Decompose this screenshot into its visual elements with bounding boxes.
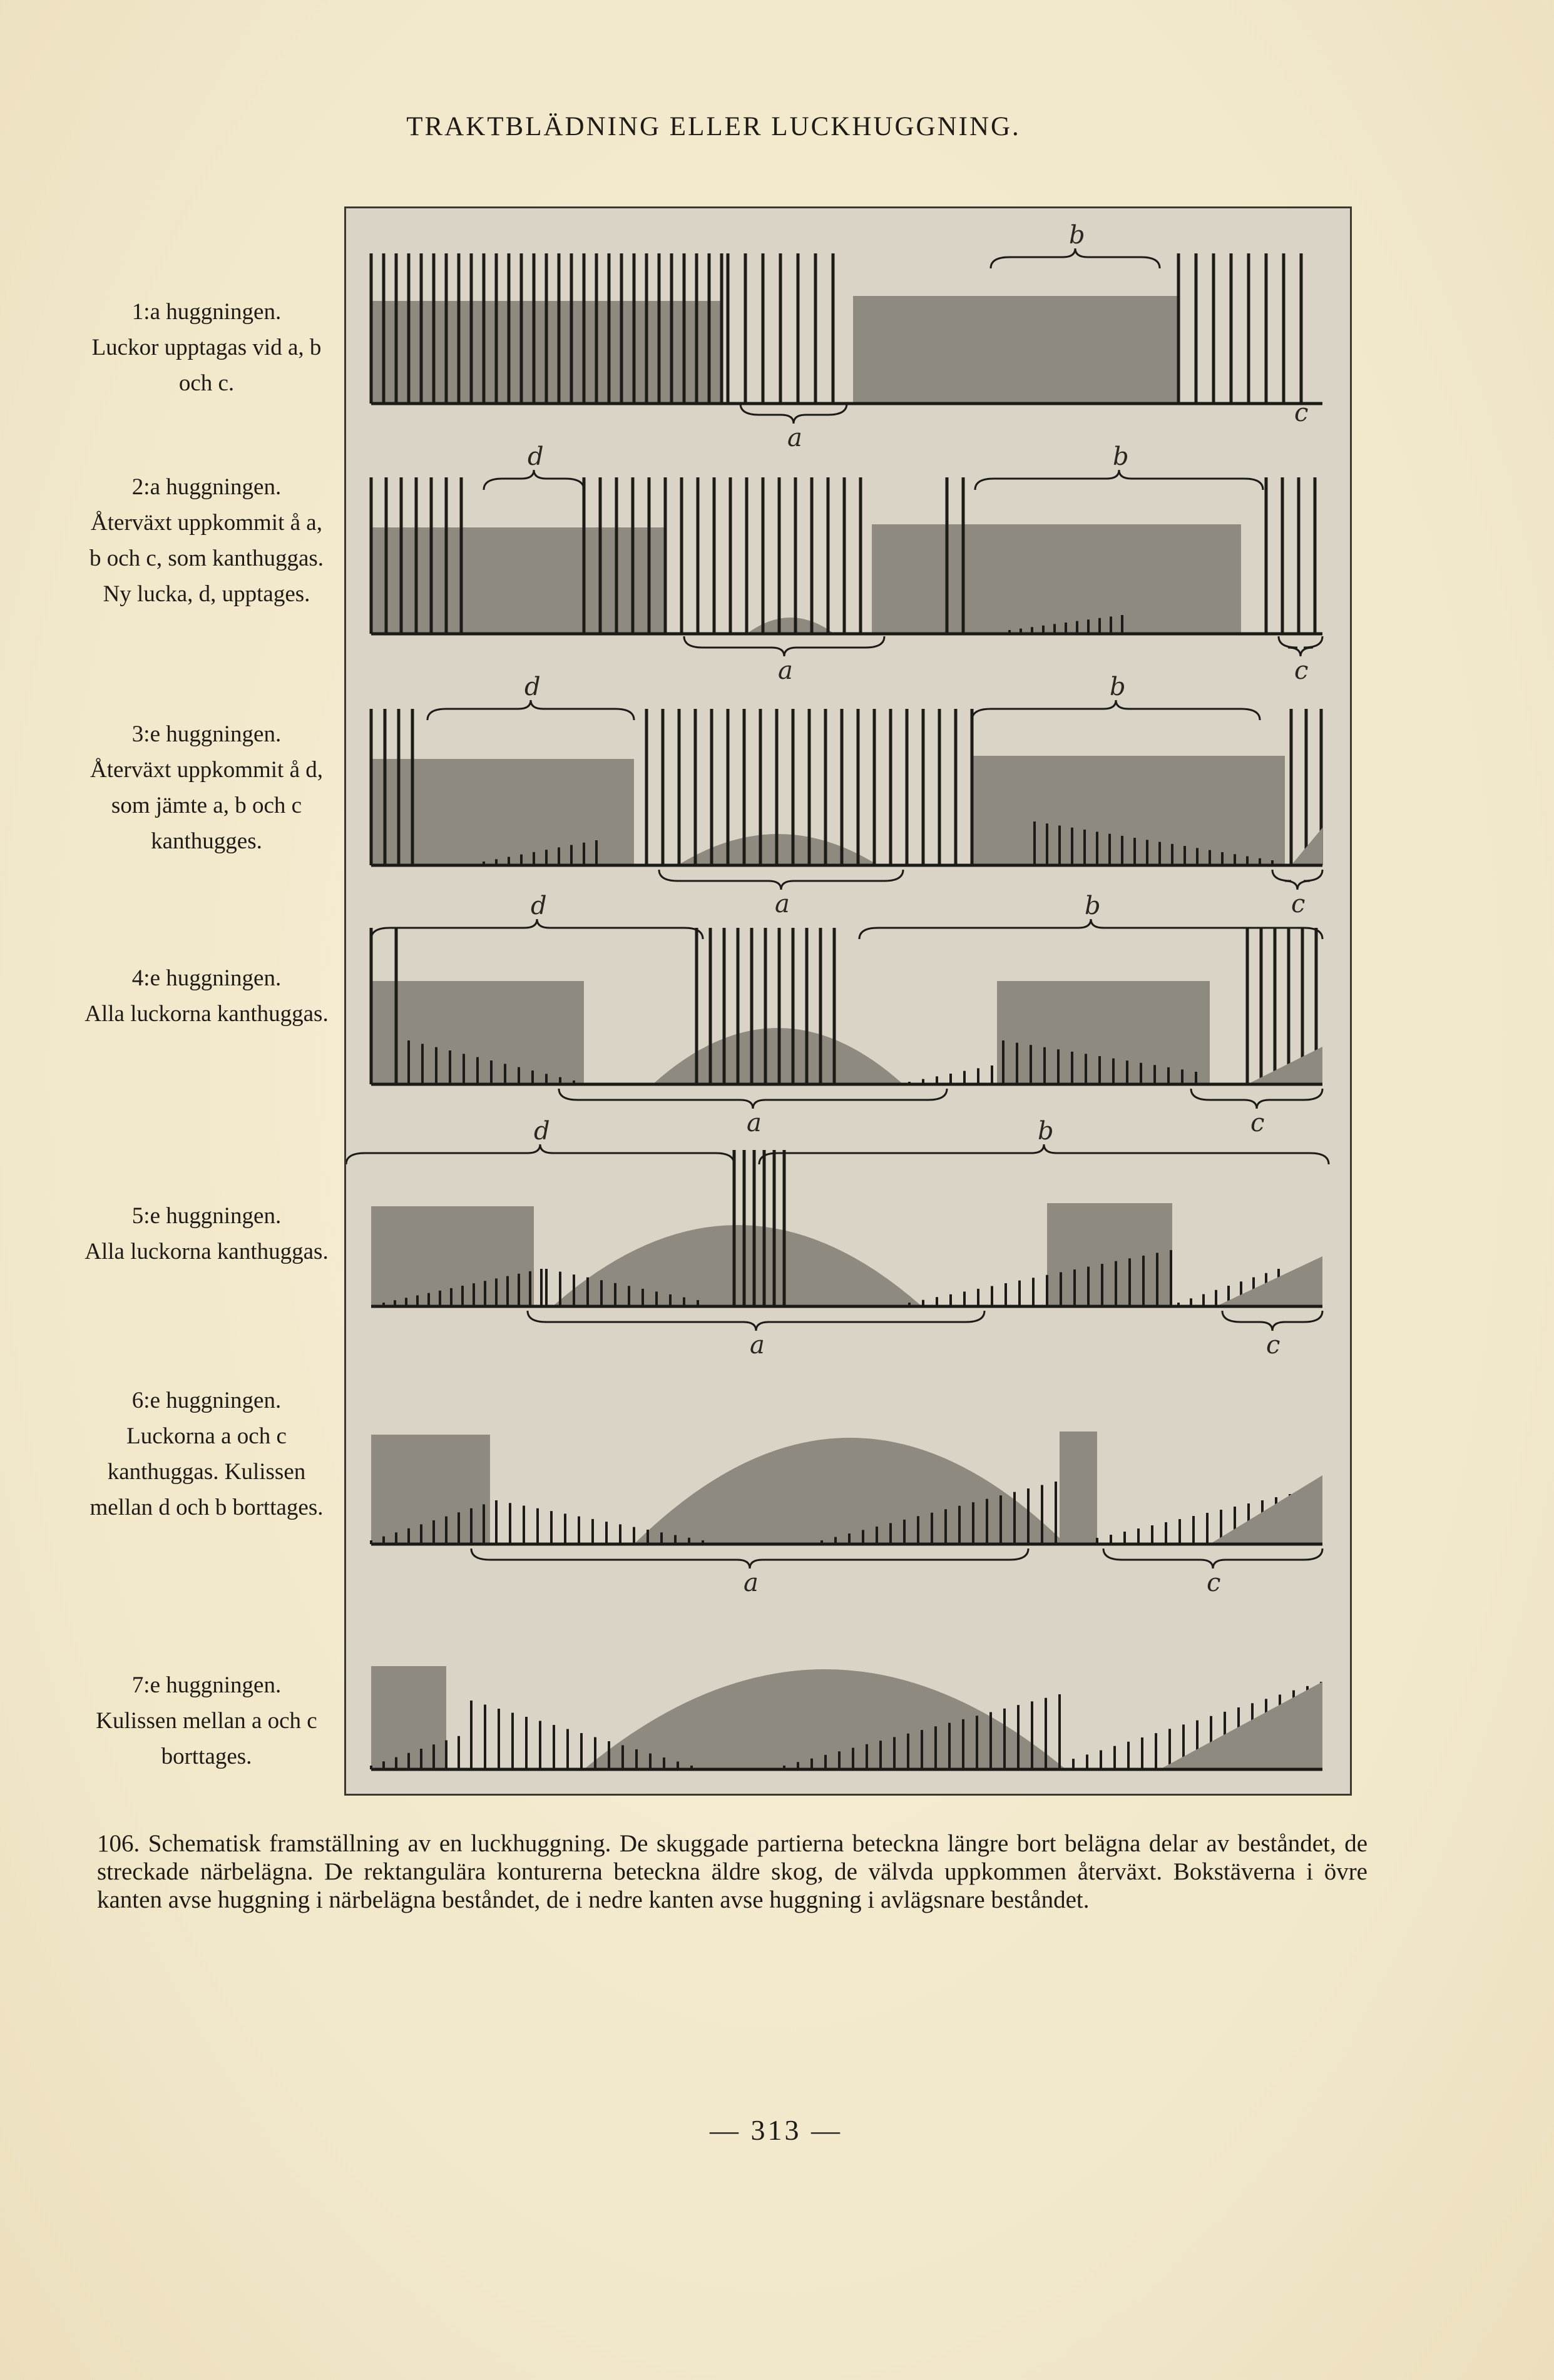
side-note-text: Alla luckorna kanthuggas.	[84, 1001, 329, 1027]
brace-letter-d: d	[524, 673, 541, 701]
brace-letter-b: b	[1113, 442, 1129, 471]
side-note-heading: 5:e huggningen.	[131, 1203, 282, 1229]
side-note-text: Luckorna a och c kanthuggas. Kulissen mellan d och b borttages.	[89, 1423, 324, 1520]
brace-letter-c: c	[1291, 890, 1306, 918]
brace-letter-b: b	[1085, 892, 1101, 920]
distant-regrowth	[553, 1225, 922, 1306]
side-note-6	[84, 1383, 329, 1525]
brace-bottom	[1222, 1311, 1322, 1331]
caption-text: Schematisk framställning av en luckhuggning. De skuggade partierna beteckna längre bort belägna delar av beståndet, de streckade närbelägna. De rektangulära konturerna beteckna äldre skog, de välvda uppkommen återväxt. Bokstäverna i övre kanten avse huggning i närbelägna beståndet, de i nedre kanten avse huggning i avlägsnare beståndet.	[97, 1830, 1368, 1913]
caption-number: 106.	[97, 1830, 140, 1857]
side-note-heading: 3:e huggningen.	[131, 721, 282, 747]
distant-stand	[853, 296, 1178, 404]
side-note-text: Kulissen mellan a och c borttages.	[96, 1708, 317, 1769]
distant-regrowth	[1210, 1475, 1322, 1544]
brace-top	[427, 700, 634, 720]
distant-stand	[997, 981, 1210, 1084]
young-stems	[909, 1065, 992, 1084]
side-note-text: Alla luckorna kanthuggas.	[84, 1239, 329, 1264]
brace-letter-a: a	[778, 656, 793, 685]
running-head: TRAKTBLÄDNING ELLER LUCKHUGGNING.	[406, 112, 1021, 141]
brace-letter-c: c	[1266, 1331, 1281, 1360]
brace-letter-a: a	[775, 890, 790, 918]
brace-letter-a: a	[744, 1569, 759, 1597]
side-note-heading: 6:e huggningen.	[131, 1388, 282, 1413]
distant-stand	[972, 756, 1285, 865]
brace-letter-b: b	[1038, 1117, 1054, 1146]
brace-letter-d: d	[531, 892, 547, 920]
brace-bottom	[1103, 1549, 1322, 1569]
brace-letter-a: a	[750, 1331, 765, 1360]
distant-stand	[1060, 1432, 1097, 1544]
brace-bottom	[659, 870, 903, 890]
brace-top	[346, 1144, 734, 1164]
brace-top	[484, 470, 584, 490]
distant-regrowth	[1247, 1047, 1322, 1084]
tree-stems	[728, 253, 833, 404]
brace-letter-b: b	[1069, 221, 1085, 250]
side-note-text: Luckor upptagas vid a, b och c.	[91, 335, 322, 396]
brace-top	[975, 470, 1263, 490]
side-note-text: Återväxt uppkommit å a, b och c, som kanthuggas. Ny lucka, d, upptages.	[89, 510, 324, 607]
side-note-heading: 1:a huggningen.	[131, 299, 282, 325]
side-note-3	[84, 716, 329, 859]
tree-stems	[647, 709, 972, 865]
brace-top	[759, 1144, 1329, 1164]
brace-bottom	[684, 636, 884, 656]
side-note-heading: 4:e huggningen.	[131, 965, 282, 991]
distant-stand	[872, 524, 1241, 634]
brace-letter-c: c	[1250, 1109, 1265, 1137]
side-note-1	[84, 294, 329, 401]
tree-stems	[1266, 477, 1315, 634]
side-note-5	[84, 1198, 329, 1269]
distant-regrowth	[584, 1669, 1066, 1769]
side-note-text: Återväxt uppkommit å d, som jämte a, b och c kanthugges.	[90, 757, 323, 854]
distant-regrowth	[1216, 1256, 1322, 1306]
distant-stand	[1047, 1203, 1172, 1306]
distant-regrowth	[747, 618, 834, 634]
figure-caption	[97, 1829, 1367, 1914]
side-note-heading: 7:e huggningen.	[131, 1672, 282, 1698]
tree-stems	[1178, 253, 1301, 404]
figure-106	[344, 206, 1352, 1796]
tree-stems	[371, 477, 461, 634]
brace-top	[972, 700, 1260, 720]
side-note-4	[84, 960, 329, 1032]
brace-top	[859, 919, 1322, 939]
brace-bottom	[528, 1311, 984, 1331]
brace-bottom	[1191, 1089, 1322, 1109]
brace-letter-c: c	[1294, 656, 1309, 685]
brace-top	[991, 248, 1160, 268]
side-note-7	[84, 1667, 329, 1774]
brace-letter-b: b	[1110, 673, 1126, 701]
distant-stand	[371, 759, 634, 865]
brace-bottom	[740, 404, 847, 424]
brace-top	[371, 919, 703, 939]
brace-bottom	[471, 1549, 1028, 1569]
brace-letter-d: d	[534, 1117, 550, 1146]
brace-letter-d: d	[528, 442, 544, 471]
brace-letter-c: c	[1207, 1569, 1221, 1597]
brace-letter-a: a	[787, 424, 802, 452]
brace-bottom	[1272, 870, 1322, 890]
brace-bottom	[559, 1089, 947, 1109]
side-note-heading: 2:a huggningen.	[131, 474, 282, 500]
page-number: — 313 —	[710, 2114, 842, 2146]
brace-letter-c: c	[1294, 399, 1309, 427]
felling-diagram	[346, 208, 1350, 1794]
brace-bottom	[1279, 636, 1322, 656]
side-note-2	[84, 469, 329, 612]
brace-letter-a: a	[747, 1109, 762, 1137]
